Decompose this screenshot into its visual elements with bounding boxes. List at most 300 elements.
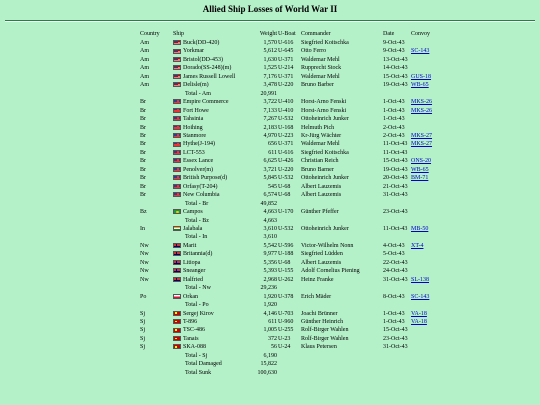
convoy-cell — [411, 149, 433, 157]
uboat-cell: U-68 — [278, 183, 291, 190]
ship-cell — [173, 335, 254, 343]
country-cell: Am — [140, 82, 149, 89]
table-row — [140, 208, 433, 216]
uboat-cell: U-616 — [278, 40, 294, 46]
table-row — [140, 183, 433, 191]
country-cell: Br — [140, 141, 146, 148]
total-label: Total - Am — [185, 90, 211, 97]
country-cell: Br — [140, 149, 146, 156]
weight-cell: 56 — [271, 344, 277, 351]
ship-cell — [173, 107, 254, 115]
uboat-cell: U-220 — [278, 166, 294, 173]
ship-cell — [173, 242, 254, 250]
date-cell: 20-Oct-43 — [383, 175, 408, 182]
ship-name: Orfasy(T-204) — [183, 183, 218, 190]
empty-cell — [301, 369, 383, 377]
empty-cell — [383, 233, 411, 241]
date-cell: 19-Oct-43 — [383, 166, 408, 173]
ship-name: Dorado(SS-248)(m) — [183, 65, 232, 72]
weight-cell: 2,968 — [263, 276, 277, 283]
commander-cell: Heinz Franke — [301, 276, 334, 283]
table-row — [140, 56, 433, 64]
commander-cell: Ottoheinrich Junker — [301, 225, 349, 232]
table-row — [140, 318, 433, 326]
gb-flag-icon — [173, 175, 181, 180]
weight-cell: 2,183 — [263, 124, 277, 131]
country-cell: Sj — [140, 310, 146, 317]
header-commander: Commander — [301, 30, 331, 37]
convoy-cell — [411, 124, 433, 132]
convoy-link[interactable]: ONS-20 — [411, 158, 432, 165]
table-row — [140, 174, 433, 182]
weight-cell: 1,920 — [263, 293, 277, 300]
us-flag-icon — [173, 57, 181, 62]
uboat-cell: U-188 — [278, 251, 294, 258]
no-flag-icon — [173, 260, 181, 265]
empty-cell — [140, 284, 173, 292]
convoy-link[interactable]: MKS-26 — [411, 107, 433, 114]
su-flag-icon — [173, 336, 181, 341]
table-row — [140, 81, 433, 89]
empty-cell — [140, 369, 173, 377]
date-cell: 2-Oct-43 — [383, 124, 405, 131]
convoy-link[interactable]: SC-143 — [411, 48, 430, 55]
uboat-cell: U-23 — [278, 335, 291, 342]
ship-name: TSC-486 — [183, 327, 206, 334]
uboat-cell: U-532 — [278, 175, 294, 182]
total-label: Total Damaged — [185, 361, 222, 368]
gb-flag-icon — [173, 125, 181, 130]
convoy-cell — [411, 107, 433, 115]
empty-cell — [411, 369, 433, 377]
ship-cell — [173, 259, 254, 267]
ship-cell — [173, 98, 254, 106]
empty-cell — [301, 233, 383, 241]
empty-cell — [383, 369, 411, 377]
table-row — [140, 124, 433, 132]
empty-cell — [140, 200, 173, 208]
date-cell: 23-Oct-43 — [383, 335, 408, 342]
date-cell: 1-Oct-43 — [383, 318, 405, 325]
uboat-cell: U-532 — [278, 116, 294, 123]
empty-cell — [411, 360, 433, 368]
date-cell: 5-Oct-43 — [383, 251, 405, 258]
convoy-cell — [411, 250, 433, 258]
title-divider — [5, 20, 535, 22]
ship-cell — [173, 56, 254, 64]
table-row — [140, 191, 433, 199]
country-cell: Bz — [140, 209, 147, 216]
ship-cell — [173, 225, 254, 233]
ship-cell — [173, 64, 254, 72]
pl-flag-icon — [173, 294, 181, 299]
subtotal-row — [140, 90, 433, 98]
empty-cell — [301, 200, 383, 208]
us-flag-icon — [173, 65, 181, 70]
commander-cell: Albert Lauzemis — [301, 192, 342, 199]
su-flag-icon — [173, 311, 181, 316]
ship-cell — [173, 267, 254, 275]
weight-cell: 9,977 — [263, 251, 277, 258]
date-cell: 1-Oct-43 — [383, 107, 405, 114]
empty-cell — [140, 301, 173, 309]
ship-name: Yorkmar — [183, 48, 205, 55]
convoy-cell — [411, 73, 433, 81]
uboat-cell: U-168 — [278, 124, 294, 131]
empty-cell — [277, 90, 301, 98]
ship-name: Sneanger — [183, 268, 206, 275]
total-label: Total - Nw — [185, 285, 211, 292]
uboat-cell: U-220 — [278, 82, 294, 89]
commander-cell: Günther Pfeffer — [301, 209, 339, 216]
country-cell: Br — [140, 116, 146, 123]
uboat-cell: U-170 — [278, 209, 294, 216]
empty-cell — [411, 284, 433, 292]
convoy-link[interactable]: MKS-27 — [411, 132, 433, 139]
weight-cell: 3,722 — [263, 99, 277, 106]
weight-cell: 7,133 — [263, 107, 277, 114]
table-row — [140, 250, 433, 258]
uboat-cell: U-532 — [278, 225, 294, 232]
total-label: Total - Sj — [185, 352, 208, 359]
commander-cell: Siegfried Koitschka — [301, 40, 349, 46]
convoy-cell — [411, 39, 433, 47]
header-weight: Weight — [259, 30, 277, 37]
weight-cell: 3,478 — [263, 82, 277, 89]
empty-cell — [411, 200, 433, 208]
date-cell: 4-Oct-43 — [383, 242, 405, 249]
table-row — [140, 157, 433, 165]
total-weight: 29,236 — [260, 285, 277, 292]
weight-cell: 611 — [268, 318, 277, 325]
country-cell: Br — [140, 158, 146, 165]
total-label: Total Sunk — [185, 369, 212, 376]
ship-name: Delisle(m) — [183, 82, 209, 89]
table-row — [140, 140, 433, 148]
table-row — [140, 225, 433, 233]
uboat-cell: U-371 — [278, 73, 294, 80]
convoy-link[interactable]: VA-18 — [411, 318, 427, 325]
weight-cell: 3,610 — [263, 225, 277, 232]
commander-cell: Siegfried Lüdden — [301, 251, 343, 258]
weight-cell: 4,970 — [263, 132, 277, 139]
table-header-row — [140, 29, 433, 39]
ship-cell — [173, 39, 254, 47]
ship-cell — [173, 140, 254, 148]
empty-cell — [383, 90, 411, 98]
country-cell: Po — [140, 293, 147, 300]
gb-flag-icon — [173, 142, 181, 147]
ship-cell — [173, 81, 254, 89]
country-cell: Nw — [140, 242, 149, 249]
su-flag-icon — [173, 319, 181, 324]
convoy-cell — [411, 208, 433, 216]
total-label: Total - Br — [185, 200, 209, 207]
date-cell: 15-Oct-43 — [383, 327, 408, 334]
convoy-cell — [411, 166, 433, 174]
convoy-cell — [411, 183, 433, 191]
subtotal-row — [140, 233, 433, 241]
empty-cell — [411, 90, 433, 98]
convoy-cell — [411, 174, 433, 182]
ship-name: Hythe(J-194) — [183, 141, 215, 148]
gb-flag-icon — [173, 133, 181, 138]
date-cell: 2-Oct-43 — [383, 132, 405, 139]
country-cell: Br — [140, 124, 146, 131]
ship-name: Britannia(d) — [183, 251, 213, 258]
uboat-cell: U-68 — [278, 259, 291, 266]
empty-cell — [301, 90, 383, 98]
ship-cell — [173, 343, 254, 351]
uboat-cell: U-371 — [278, 56, 294, 63]
convoy-cell — [411, 98, 433, 106]
table-row — [140, 293, 433, 301]
convoy-cell — [411, 293, 433, 301]
country-cell: Br — [140, 183, 146, 190]
ship-cell — [173, 115, 254, 123]
country-cell: Br — [140, 107, 146, 114]
us-flag-icon — [173, 40, 181, 45]
weight-cell: 7,176 — [263, 73, 277, 80]
uboat-cell: U-410 — [278, 107, 294, 114]
date-cell: 1-Oct-43 — [383, 310, 405, 317]
convoy-cell — [411, 276, 433, 284]
uboat-cell: U-410 — [278, 99, 294, 106]
convoy-cell — [411, 115, 433, 123]
table-row — [140, 242, 433, 250]
total-label: Total - Bz — [185, 217, 209, 224]
convoy-cell — [411, 310, 433, 318]
ship-cell — [173, 250, 254, 258]
table-row — [140, 276, 433, 284]
convoy-link[interactable]: VA-18 — [411, 310, 427, 317]
commander-cell: Klaus Petersen — [301, 344, 337, 351]
total-weight: 1,920 — [263, 302, 277, 309]
total-label: Total - In — [185, 234, 208, 241]
us-flag-icon — [173, 82, 181, 87]
grand-total-row — [140, 369, 433, 377]
ship-name: Penolver(m) — [183, 166, 213, 173]
empty-cell — [301, 360, 383, 368]
date-cell: 24-Oct-43 — [383, 268, 408, 275]
weight-cell: 7,267 — [263, 116, 277, 123]
commander-cell: Waldemar Mehl — [301, 141, 340, 148]
total-weight: 3,610 — [263, 234, 277, 241]
date-cell: 22-Oct-43 — [383, 259, 408, 266]
convoy-link[interactable]: BM-71 — [411, 175, 429, 182]
commander-cell: Joachi Brünner — [301, 310, 338, 317]
table-row — [140, 39, 433, 47]
uboat-cell: U-214 — [278, 65, 294, 72]
uboat-cell: U-155 — [278, 268, 294, 275]
empty-cell — [411, 301, 433, 309]
country-cell: Am — [140, 73, 149, 80]
weight-cell: 4,663 — [263, 209, 277, 216]
header-convoy: Convoy — [411, 30, 431, 37]
country-cell: Sj — [140, 335, 146, 342]
commander-cell: Waldemar Mehl — [301, 73, 340, 80]
date-cell: 1-Oct-43 — [383, 116, 405, 123]
date-cell: 21-Oct-43 — [383, 183, 408, 190]
empty-cell — [383, 360, 411, 368]
commander-cell: Christian Reich — [301, 158, 339, 165]
uboat-cell: U-378 — [278, 293, 294, 300]
country-cell: Am — [140, 56, 149, 63]
su-flag-icon — [173, 328, 181, 333]
date-cell: 31-Oct-43 — [383, 344, 408, 351]
commander-cell: Albert Lauzemis — [301, 259, 342, 266]
empty-cell — [301, 352, 383, 360]
empty-cell — [301, 284, 383, 292]
commander-cell: Horst-Arno Fenski — [301, 99, 347, 106]
weight-cell: 656 — [268, 141, 277, 148]
ship-name: New Columbia — [183, 192, 220, 199]
subtotal-row — [140, 301, 433, 309]
commander-cell: Bruno Barner — [301, 166, 334, 173]
weight-cell: 1,570 — [263, 40, 277, 46]
table-row — [140, 166, 433, 174]
commander-cell: Ottoheinrich Junker — [301, 116, 349, 123]
weight-cell: 1,630 — [263, 56, 277, 63]
subtotal-row — [140, 284, 433, 292]
ship-name: LCT-553 — [183, 149, 205, 156]
commander-cell: Bruno Barber — [301, 82, 334, 89]
table-row — [140, 132, 433, 140]
ship-name: Empire Commerce — [183, 99, 229, 106]
commander-cell: Horst-Arno Fenski — [301, 107, 347, 114]
no-flag-icon — [173, 243, 181, 248]
date-cell: 9-Oct-43 — [383, 40, 405, 46]
empty-cell — [140, 360, 173, 368]
convoy-link[interactable]: WB-65 — [411, 166, 429, 173]
table-body — [140, 39, 433, 377]
empty-cell — [277, 360, 301, 368]
no-flag-icon — [173, 277, 181, 282]
date-cell: 11-Oct-43 — [383, 149, 408, 156]
table-row — [140, 326, 433, 334]
empty-cell — [277, 352, 301, 360]
total-weight: 100,630 — [257, 369, 277, 376]
convoy-link[interactable]: GUS-18 — [411, 73, 432, 80]
country-cell: In — [140, 225, 145, 232]
date-cell: 13-Oct-43 — [383, 56, 408, 63]
uboat-cell: U-645 — [278, 48, 294, 55]
ship-cell — [173, 326, 254, 334]
table-row — [140, 73, 433, 81]
commander-cell: Rupprecht Stock — [301, 65, 342, 72]
empty-cell — [140, 352, 173, 360]
ship-cell — [173, 132, 254, 140]
total-weight: 20,991 — [260, 90, 277, 97]
convoy-cell — [411, 259, 433, 267]
convoy-cell — [411, 140, 433, 148]
uboat-cell: U-596 — [278, 242, 294, 249]
ship-name: Hoihing — [183, 124, 203, 131]
ship-name: Litiopa — [183, 259, 201, 266]
country-cell: Sj — [140, 327, 146, 334]
ship-name: Orkan — [183, 293, 198, 300]
country-cell: Nw — [140, 259, 149, 266]
commander-cell: Otto Ferro — [301, 48, 327, 55]
empty-cell — [411, 233, 433, 241]
date-cell: 31-Oct-43 — [383, 276, 408, 283]
weight-cell: 6,625 — [263, 158, 277, 165]
commander-cell: Rolf-Birger Wahlen — [301, 335, 349, 342]
ship-name: Fort Howe — [183, 107, 209, 114]
gb-flag-icon — [173, 116, 181, 121]
ship-name: SKA-088 — [183, 344, 207, 351]
ship-name: Marit — [183, 242, 197, 249]
commander-cell: Adolf Cornelius Piening — [301, 268, 360, 275]
ship-name: Essex Lance — [183, 158, 214, 165]
table-row — [140, 149, 433, 157]
empty-cell — [140, 90, 173, 98]
uboat-cell: U-616 — [278, 149, 294, 156]
convoy-link[interactable]: MKS-26 — [411, 99, 433, 106]
convoy-cell — [411, 64, 433, 72]
uboat-cell: U-703 — [278, 310, 294, 317]
gb-flag-icon — [173, 167, 181, 172]
empty-cell — [277, 217, 301, 225]
uboat-cell: U-960 — [278, 318, 294, 325]
table-row — [140, 343, 433, 351]
in-flag-icon — [173, 226, 181, 231]
weight-cell: 5,542 — [263, 242, 277, 249]
gb-flag-icon — [173, 150, 181, 155]
gb-flag-icon — [173, 108, 181, 113]
convoy-cell — [411, 242, 433, 250]
country-cell: Br — [140, 192, 146, 199]
empty-cell — [383, 284, 411, 292]
empty-cell — [277, 233, 301, 241]
ship-name: T-896 — [183, 318, 198, 325]
empty-cell — [411, 217, 433, 225]
ship-name: Tahsinia — [183, 116, 204, 123]
convoy-link[interactable]: MB-50 — [411, 225, 429, 232]
empty-cell — [383, 217, 411, 225]
convoy-link[interactable]: XT-4 — [411, 242, 424, 249]
convoy-link[interactable]: WB-65 — [411, 82, 429, 89]
country-cell: Sj — [140, 318, 146, 325]
convoy-cell — [411, 343, 433, 351]
weight-cell: 4,146 — [263, 310, 277, 317]
total-weight: 6,190 — [263, 352, 277, 359]
empty-cell — [411, 352, 433, 360]
convoy-link[interactable]: MKS-27 — [411, 141, 433, 148]
empty-cell — [383, 352, 411, 360]
commander-cell: Helmuth Pich — [301, 124, 335, 131]
ship-name: James Russell Lowell — [183, 73, 236, 80]
convoy-cell — [411, 56, 433, 64]
country-cell: Sj — [140, 344, 146, 351]
table-row — [140, 259, 433, 267]
commander-cell: Waldemar Mehl — [301, 56, 340, 63]
date-cell: 11-Oct-43 — [383, 141, 408, 148]
convoy-cell — [411, 267, 433, 275]
no-flag-icon — [173, 251, 181, 256]
ship-name: Tanais — [183, 335, 199, 342]
empty-cell — [277, 284, 301, 292]
subtotal-row — [140, 200, 433, 208]
commander-cell: Erich Mäder — [301, 293, 332, 300]
convoy-link[interactable]: SL-138 — [411, 276, 429, 283]
convoy-link[interactable]: SC-143 — [411, 293, 430, 300]
convoy-cell — [411, 157, 433, 165]
convoy-cell — [411, 335, 433, 343]
losses-table — [140, 29, 433, 377]
us-flag-icon — [173, 49, 181, 54]
table-row — [140, 335, 433, 343]
